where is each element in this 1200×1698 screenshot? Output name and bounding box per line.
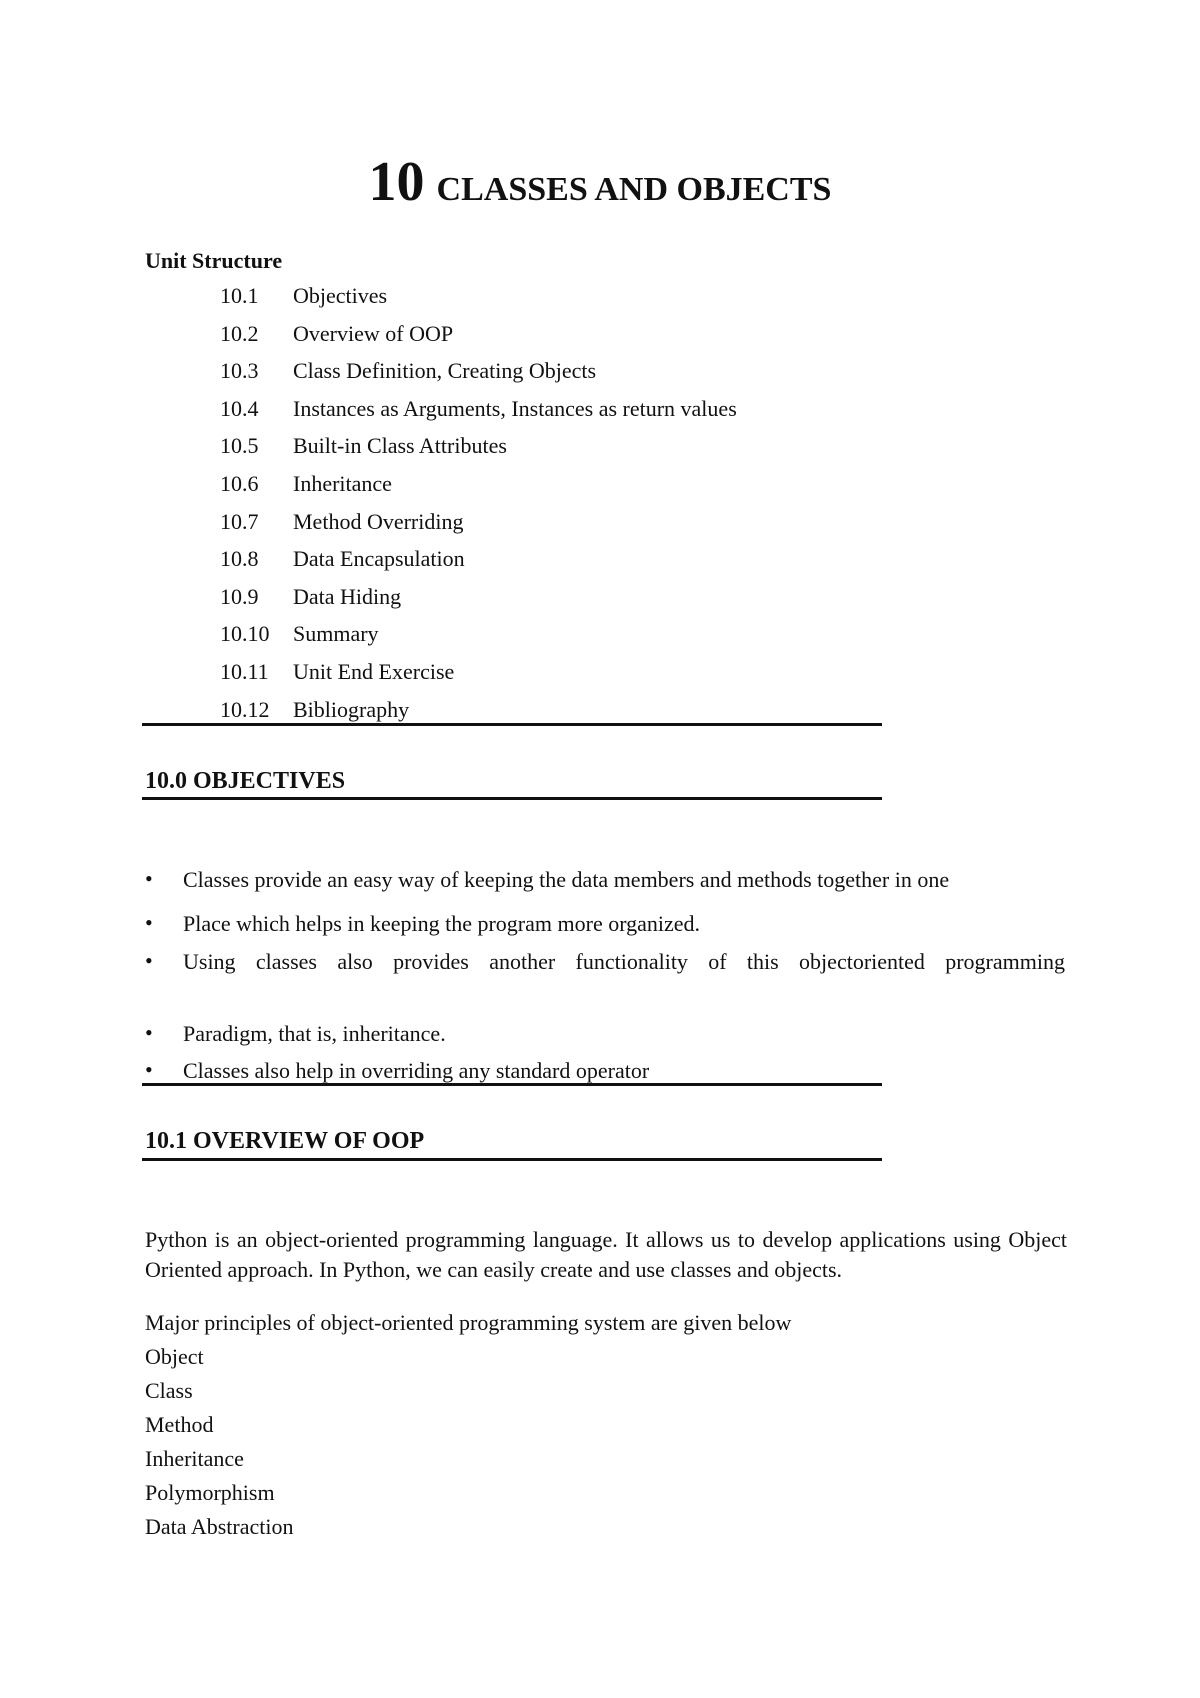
toc-item-label: Overview of OOP: [293, 320, 454, 346]
toc-item-label: Objectives: [293, 283, 388, 308]
toc-item-label: Built-in Class Attributes: [293, 433, 507, 459]
divider: [142, 723, 882, 726]
toc-item: [220, 584, 737, 622]
bullet-icon: •: [145, 1057, 153, 1082]
toc-item-number: 10.7: [220, 508, 259, 534]
toc-item-label: Data Hiding: [293, 583, 402, 609]
list-item: Data Abstraction: [145, 1514, 294, 1539]
toc-item-label: Bibliography: [293, 696, 410, 722]
toc-item-number: 10.2: [220, 320, 259, 346]
divider: [142, 1158, 882, 1161]
list-item: Class: [145, 1378, 193, 1403]
list-item-text: Classes also help in overriding any standard operator: [183, 1058, 650, 1083]
principles-intro: Major principles of object-oriented programming system are given below: [145, 1310, 792, 1335]
unit-structure-list: [220, 283, 737, 734]
bullet-icon: •: [145, 948, 153, 973]
bullet-icon: •: [145, 866, 153, 891]
toc-item: [220, 321, 737, 359]
toc-item-label: Class Definition, Creating Objects: [293, 358, 597, 384]
list-item-text: Using classes also provides another functionality of this objectoriented programming: [183, 949, 1065, 974]
toc-item-number: 10.9: [220, 583, 259, 609]
toc-item: [220, 396, 737, 434]
toc-item: [220, 697, 737, 735]
toc-item: [220, 546, 737, 584]
divider: [142, 1083, 882, 1086]
list-item: Inheritance: [145, 1446, 244, 1471]
toc-item-label: Unit End Exercise: [293, 658, 455, 684]
toc-item-number: 10.12: [220, 696, 270, 722]
chapter-number: 10: [368, 151, 425, 213]
bullet-icon: •: [145, 910, 153, 935]
unit-structure-heading: Unit Structure: [145, 248, 283, 273]
divider: [142, 797, 882, 800]
toc-item-label: Inheritance: [293, 470, 392, 496]
section-heading-objectives: 10.0 OBJECTIVES: [145, 768, 346, 794]
toc-item-number: 10.1: [220, 283, 259, 308]
toc-item-number: 10.10: [220, 621, 270, 647]
principles-list: [145, 1310, 791, 1548]
chapter-title: [0, 150, 1200, 214]
bullet-icon: •: [145, 1020, 153, 1045]
list-item: Method: [145, 1412, 214, 1437]
chapter-title-text: CLASSES AND OBJECTS: [436, 171, 832, 208]
toc-item-label: Method Overriding: [293, 508, 464, 534]
toc-item: [220, 358, 737, 396]
toc-item-number: 10.8: [220, 546, 259, 572]
section-heading-overview: 10.1 OVERVIEW OF OOP: [145, 1128, 425, 1154]
list-item-text: Classes provide an easy way of keeping the data members and methods together in one: [183, 867, 950, 892]
toc-item-number: 10.3: [220, 358, 259, 384]
overview-paragraph: Python is an object-oriented programming language. It allows us to develop applications using Object Oriented approach. In Python, we can easily create and use classes and objects.: [145, 1227, 1067, 1282]
list-item-text: Paradigm, that is, inheritance.: [183, 1021, 446, 1046]
toc-item-number: 10.11: [220, 658, 269, 684]
toc-item-label: Summary: [293, 621, 379, 647]
list-item-text: Place which helps in keeping the program more organized.: [183, 911, 701, 936]
toc-item: [220, 471, 737, 509]
toc-item-number: 10.6: [220, 470, 259, 496]
toc-item: [220, 659, 737, 697]
toc-item: [220, 621, 737, 659]
toc-item: [220, 283, 737, 321]
list-item: Polymorphism: [145, 1480, 275, 1505]
toc-item-label: Data Encapsulation: [293, 546, 465, 572]
toc-item-number: 10.4: [220, 395, 259, 421]
list-item: Object: [145, 1344, 204, 1369]
toc-item-number: 10.5: [220, 433, 259, 459]
toc-item: [220, 509, 737, 547]
toc-item-label: Instances as Arguments, Instances as return values: [293, 395, 737, 421]
toc-item: [220, 433, 737, 471]
